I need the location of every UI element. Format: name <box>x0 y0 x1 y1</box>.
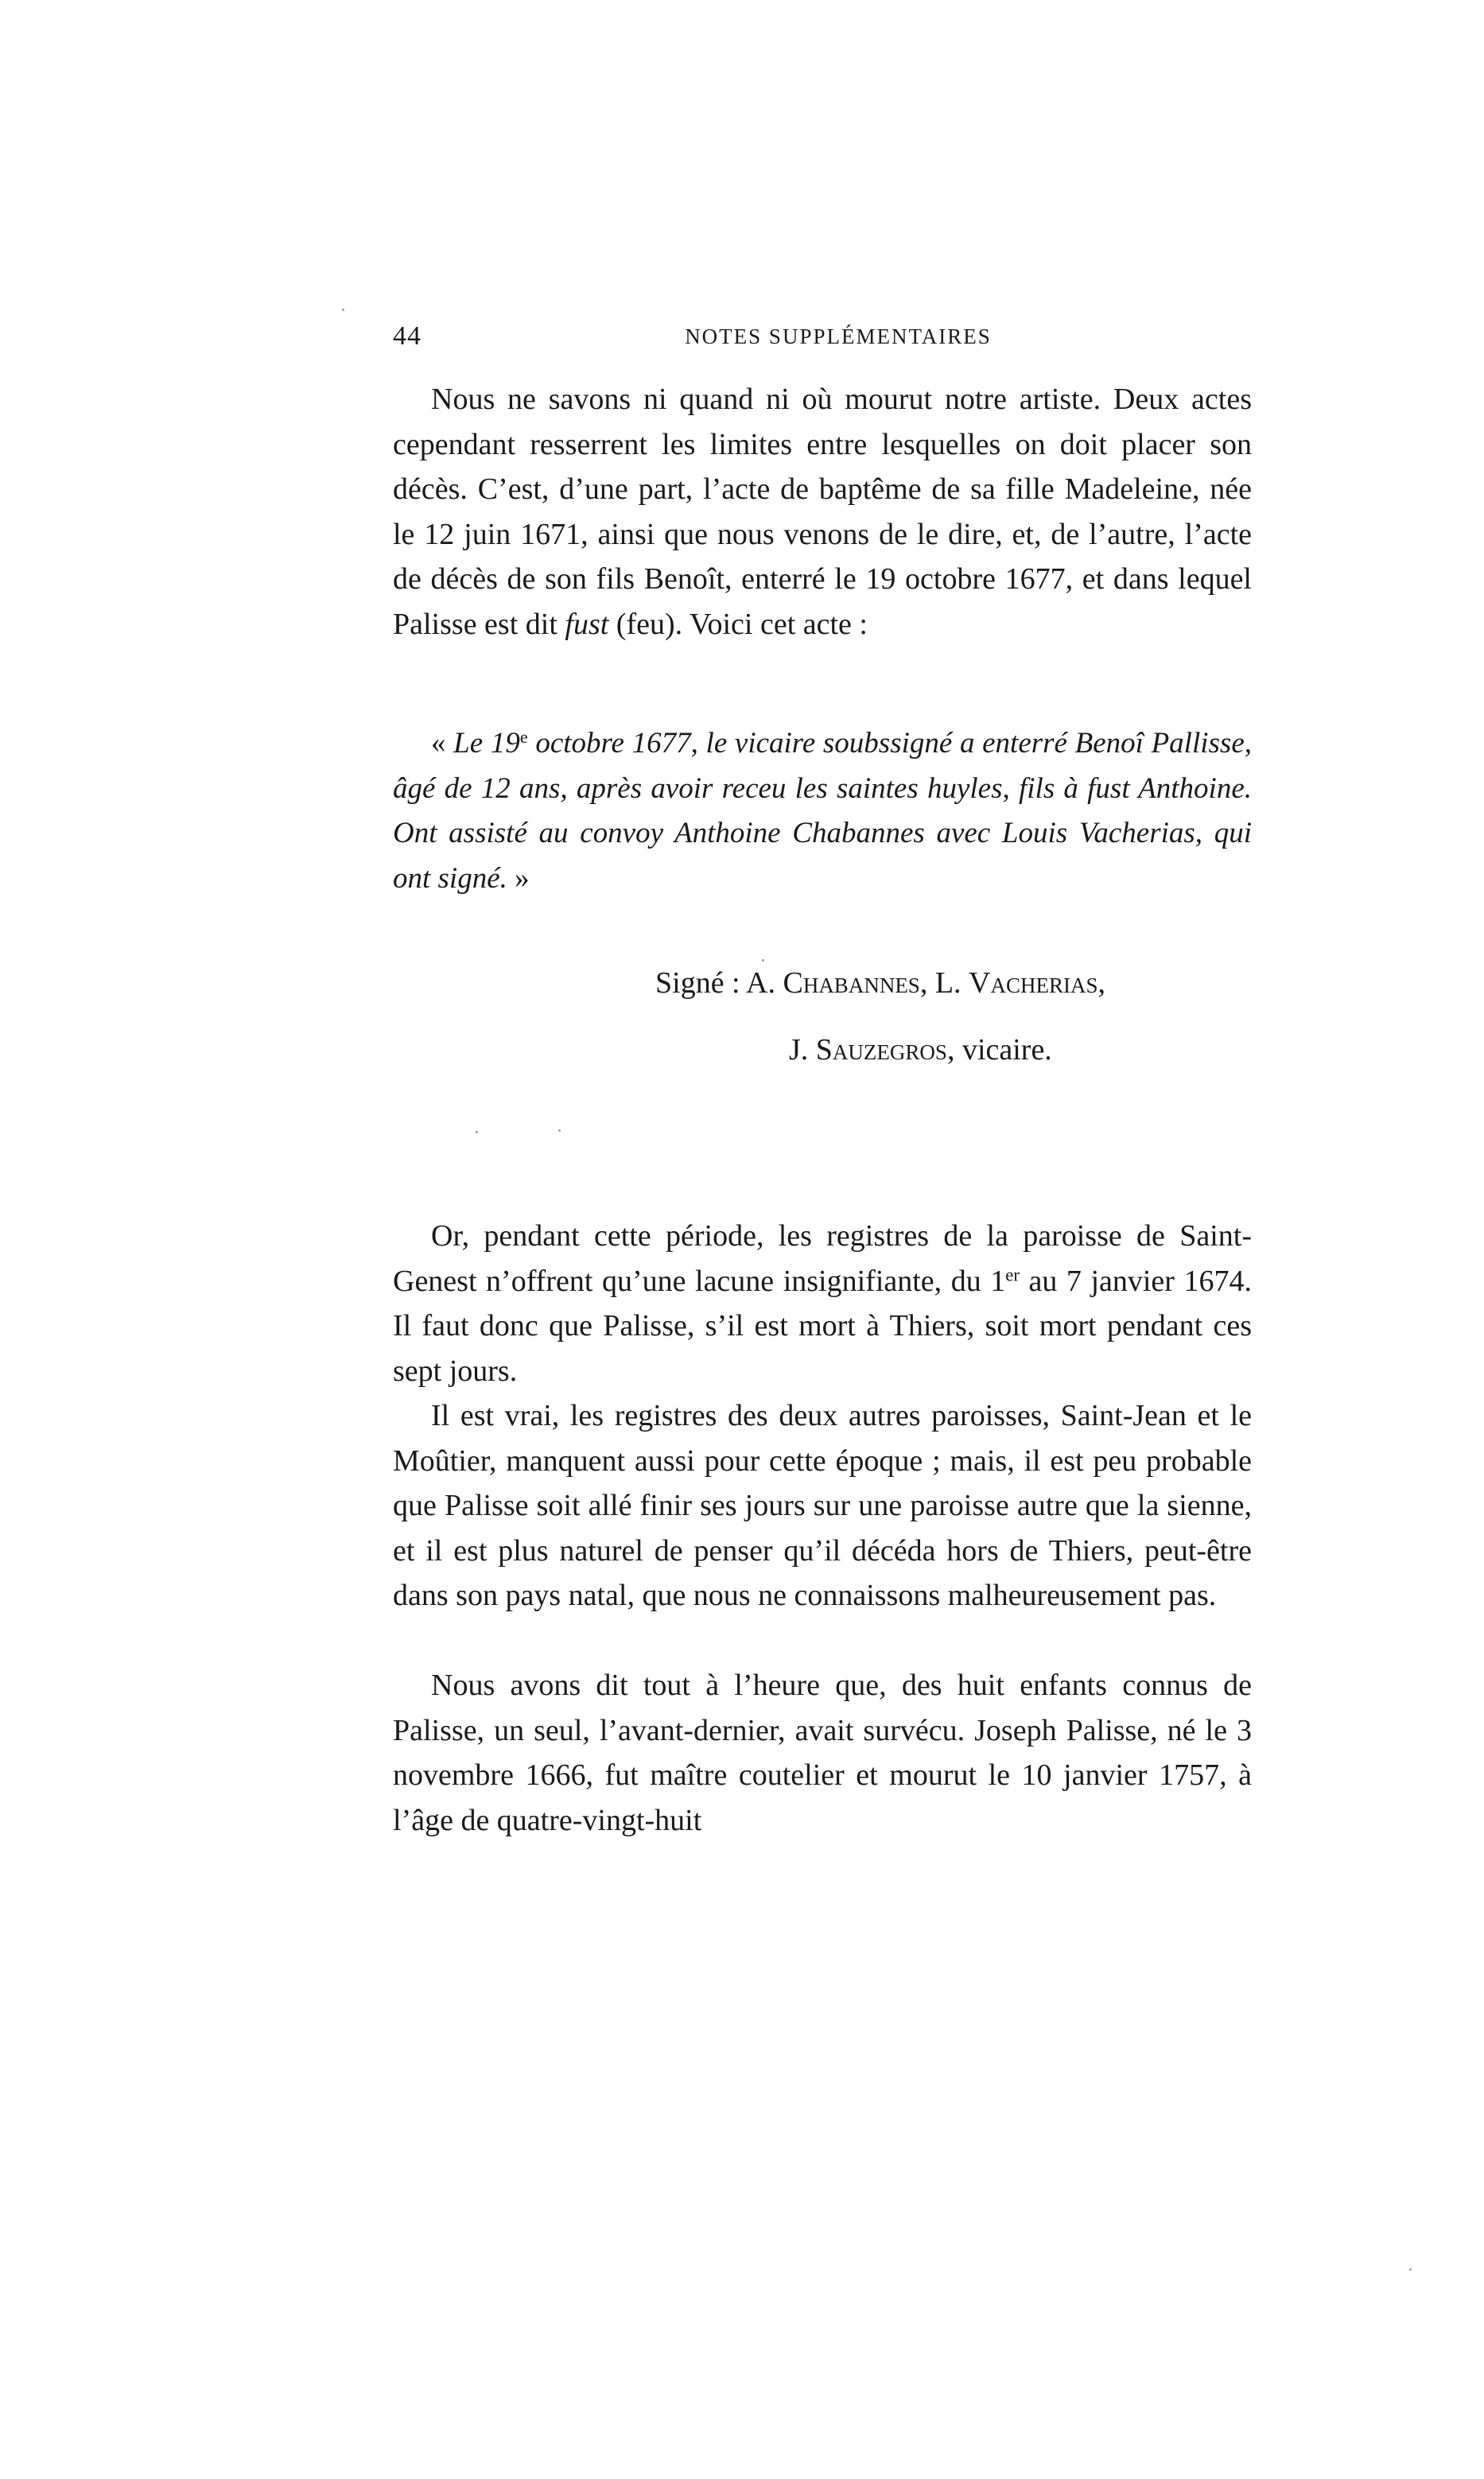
signature-name-chabannes: Chabannes <box>783 966 920 1000</box>
signature-line-2 <box>789 1028 1052 1072</box>
quote-open: « <box>431 727 454 760</box>
page-number: 44 <box>393 321 422 351</box>
signature-tail: , <box>1097 966 1106 1000</box>
scan-speck <box>476 1131 478 1133</box>
quote-body: octobre 1677, le vicaire soubssigné a enterré Benoî Pallisse, âgé de 12 ans, après avoir receu les saintes huyles, fils à fust Anthoine. Ont assisté au convoy Anthoine Chabannes avec Louis Vacherias, qui ont signé. <box>393 727 1252 895</box>
quote-close: » <box>507 861 530 895</box>
page-header <box>393 321 1252 361</box>
paragraph-1-end: (feu). Voici cet acte : <box>616 607 868 641</box>
signature-name-vacherias: Vacherias <box>969 966 1098 1000</box>
signature-name-sauzegros: Sauzegros <box>815 1033 947 1067</box>
paragraph-2-text: Or, pendant cette période, les registres de la paroisse de Saint-Genest n’offrent qu’une lacune insignifiante, du 1 <box>393 1219 1252 1298</box>
paragraph-4-text: Nous avons dit tout à l’heure que, des huit enfants connus de Palisse, un seul, l’avant-dernier, avait survécu. Joseph Palisse, né le 3 novembre 1666, fut maître coutelier et mourut le 10 janvier 1757, à l’âge de quatre-vingt-huit <box>393 1669 1252 1837</box>
quote-start: Le 19 <box>453 727 520 760</box>
quoted-death-record <box>393 721 1252 901</box>
signature-prefix: Signé : A. <box>655 966 783 1000</box>
paragraph-3 <box>393 1393 1252 1618</box>
paragraph-1-italic: fust <box>565 607 609 641</box>
paragraph-2-end: au 7 janvier 1674. Il faut donc que Palisse, s’il est mort à Thiers, soit mort pendant ces sept jours. <box>393 1264 1252 1388</box>
signature-line-1 <box>655 961 1105 1005</box>
paragraph-1-text: Nous ne savons ni quand ni où mourut notre artiste. Deux actes cependant resserrent les limites entre lesquelles on doit placer son décès. C’est, d’une part, l’acte de baptême de sa fille Madeleine, née le 12 juin 1671, ainsi que nous venons de le dire, et, de l’autre, l’acte de décès de son fils Benoît, enterré le 19 octobre 1677, et dans lequel Palisse est dit <box>393 383 1252 641</box>
paragraph-2-superscript: er <box>1005 1265 1020 1285</box>
signature-line2-tail: , vicaire. <box>946 1033 1052 1067</box>
scan-speck <box>762 959 764 962</box>
scan-speck <box>558 1129 561 1132</box>
signature-line2-prefix: J. <box>789 1033 816 1067</box>
scan-speck <box>342 309 344 311</box>
paragraph-1 <box>393 377 1252 647</box>
paragraph-4 <box>393 1663 1252 1843</box>
paragraph-2 <box>393 1214 1252 1393</box>
running-title: NOTES SUPPLÉMENTAIRES <box>685 324 992 348</box>
signature-separator: , L. <box>919 966 969 1000</box>
paragraph-3-text: Il est vrai, les registres des deux autres paroisses, Saint-Jean et le Moûtier, manquent aussi pour cette époque ; mais, il est peu probable que Palisse soit allé finir ses jours sur une paroisse autre que la sienne, et il est plus naturel de penser qu’il décéda hors de Thiers, peut-être dans son pays natal, que nous ne connaissons malheureusement pas. <box>393 1399 1252 1613</box>
quote-superscript: e <box>519 726 528 747</box>
scan-speck <box>1409 2268 1412 2271</box>
